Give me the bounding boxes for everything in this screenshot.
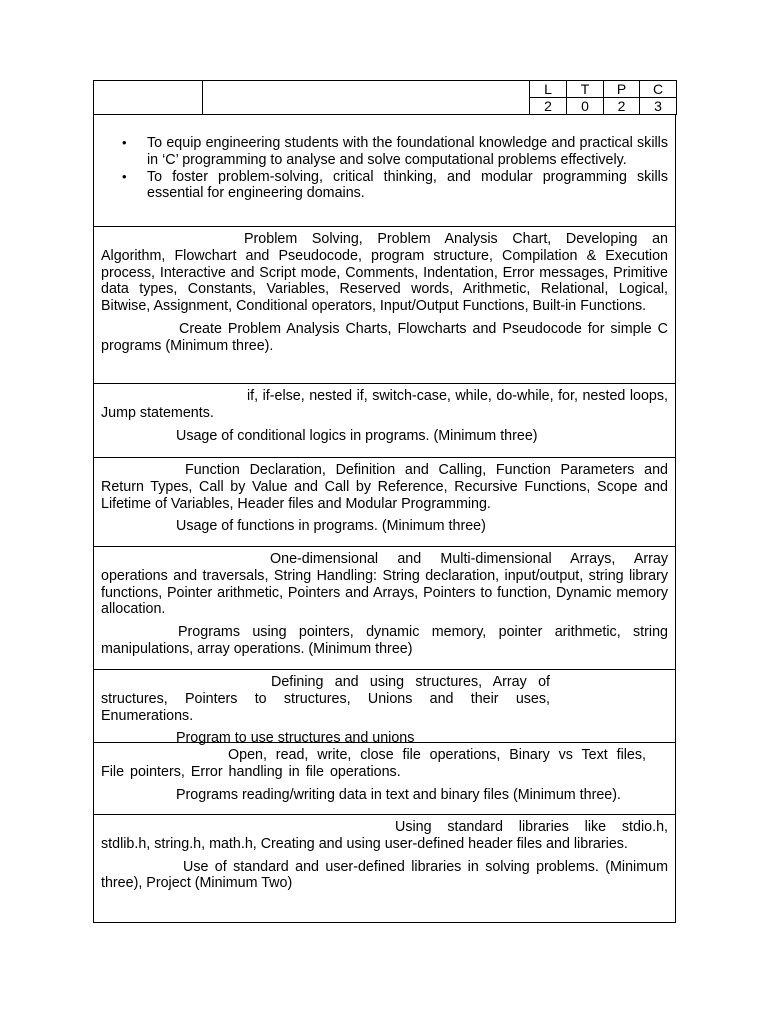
unit-5-section <box>93 670 676 747</box>
ltpc-value-c: 3 <box>640 98 677 115</box>
unit-2-section <box>93 384 676 458</box>
course-code-cell <box>94 81 203 115</box>
unit-6-section <box>93 743 676 815</box>
ltpc-header-l: L <box>530 81 567 98</box>
ltpc-value-t: 0 <box>567 98 604 115</box>
ltpc-value-l: 2 <box>530 98 567 115</box>
unit-4-practical: Programs using pointers, dynamic memory, pointer arithmetic, string manipulations, array operations. (Minimum three) <box>101 624 668 657</box>
unit-2-practical: Usage of conditional logics in programs. (Minimum three) <box>176 427 538 444</box>
unit-1-content: Problem Solving, Problem Analysis Chart, Developing an Algorithm, Flowchart and Pseudocode, program structure, Compilation & Execution process, Interactive and Script mode, Comments, Indentation, Error messages, Primitive data types, Constants, Variables, Reserved words, Arithmetic, Relational, Logical, Bitwise, Assignment, Conditional operators, Input/Output Functions, Built-in Functions. <box>101 231 668 315</box>
ltpc-header-p: P <box>604 81 640 98</box>
course-title-cell <box>203 81 530 115</box>
unit-3-practical: Usage of functions in programs. (Minimum three) <box>176 518 486 535</box>
ltpc-header-t: T <box>567 81 604 98</box>
course-header-table <box>93 80 677 115</box>
unit-3-content: Function Declaration, Definition and Calling, Function Parameters and Return Types, Call by Value and Call by Reference, Recursive Functions, Scope and Lifetime of Variables, Header files and Modular Programming. <box>101 462 668 512</box>
objective-item: • To equip engineering students with the foundational knowledge and practical skills in ‘C’ programming to analyse and solve computational problems effectively. <box>147 135 668 169</box>
unit-7-content: Using standard libraries like stdio.h, stdlib.h, string.h, math.h, Creating and using user-defined header files and libraries. <box>101 819 668 852</box>
unit-5-content: Defining and using structures, Array of structures, Pointers to structures, Unions and their uses, Enumerations. <box>101 674 550 724</box>
objectives-section <box>93 115 676 227</box>
ltpc-value-p: 2 <box>604 98 640 115</box>
unit-7-section <box>93 815 676 923</box>
unit-7-practical: Use of standard and user-defined libraries in solving problems. (Minimum three), Project (Minimum Two) <box>101 858 668 892</box>
unit-1-section <box>93 227 676 384</box>
syllabus-document <box>93 80 676 923</box>
ltpc-header-c: C <box>640 81 677 98</box>
unit-4-content: One-dimensional and Multi-dimensional Arrays, Array operations and traversals, String Handling: String declaration, input/output, string library functions, Pointer arithmetic, Pointers and Arrays, Pointers to function, Dynamic memory allocation. <box>101 551 668 618</box>
unit-2-content: if, if-else, nested if, switch-case, while, do-while, for, nested loops, Jump statements. <box>101 388 668 421</box>
unit-6-practical: Programs reading/writing data in text and binary files (Minimum three). <box>176 786 621 803</box>
unit-6-content: Open, read, write, close file operations, Binary vs Text files, File pointers, Error handling in file operations. <box>101 747 646 780</box>
unit-3-section <box>93 458 676 547</box>
unit-1-practical: Create Problem Analysis Charts, Flowcharts and Pseudocode for simple C programs (Minimum three). <box>101 320 668 354</box>
unit-4-section <box>93 547 676 670</box>
objective-item: • To foster problem-solving, critical thinking, and modular programming skills essential for engineering domains. <box>147 169 668 203</box>
unit-5-practical: Program to use structures and unions <box>176 730 415 747</box>
